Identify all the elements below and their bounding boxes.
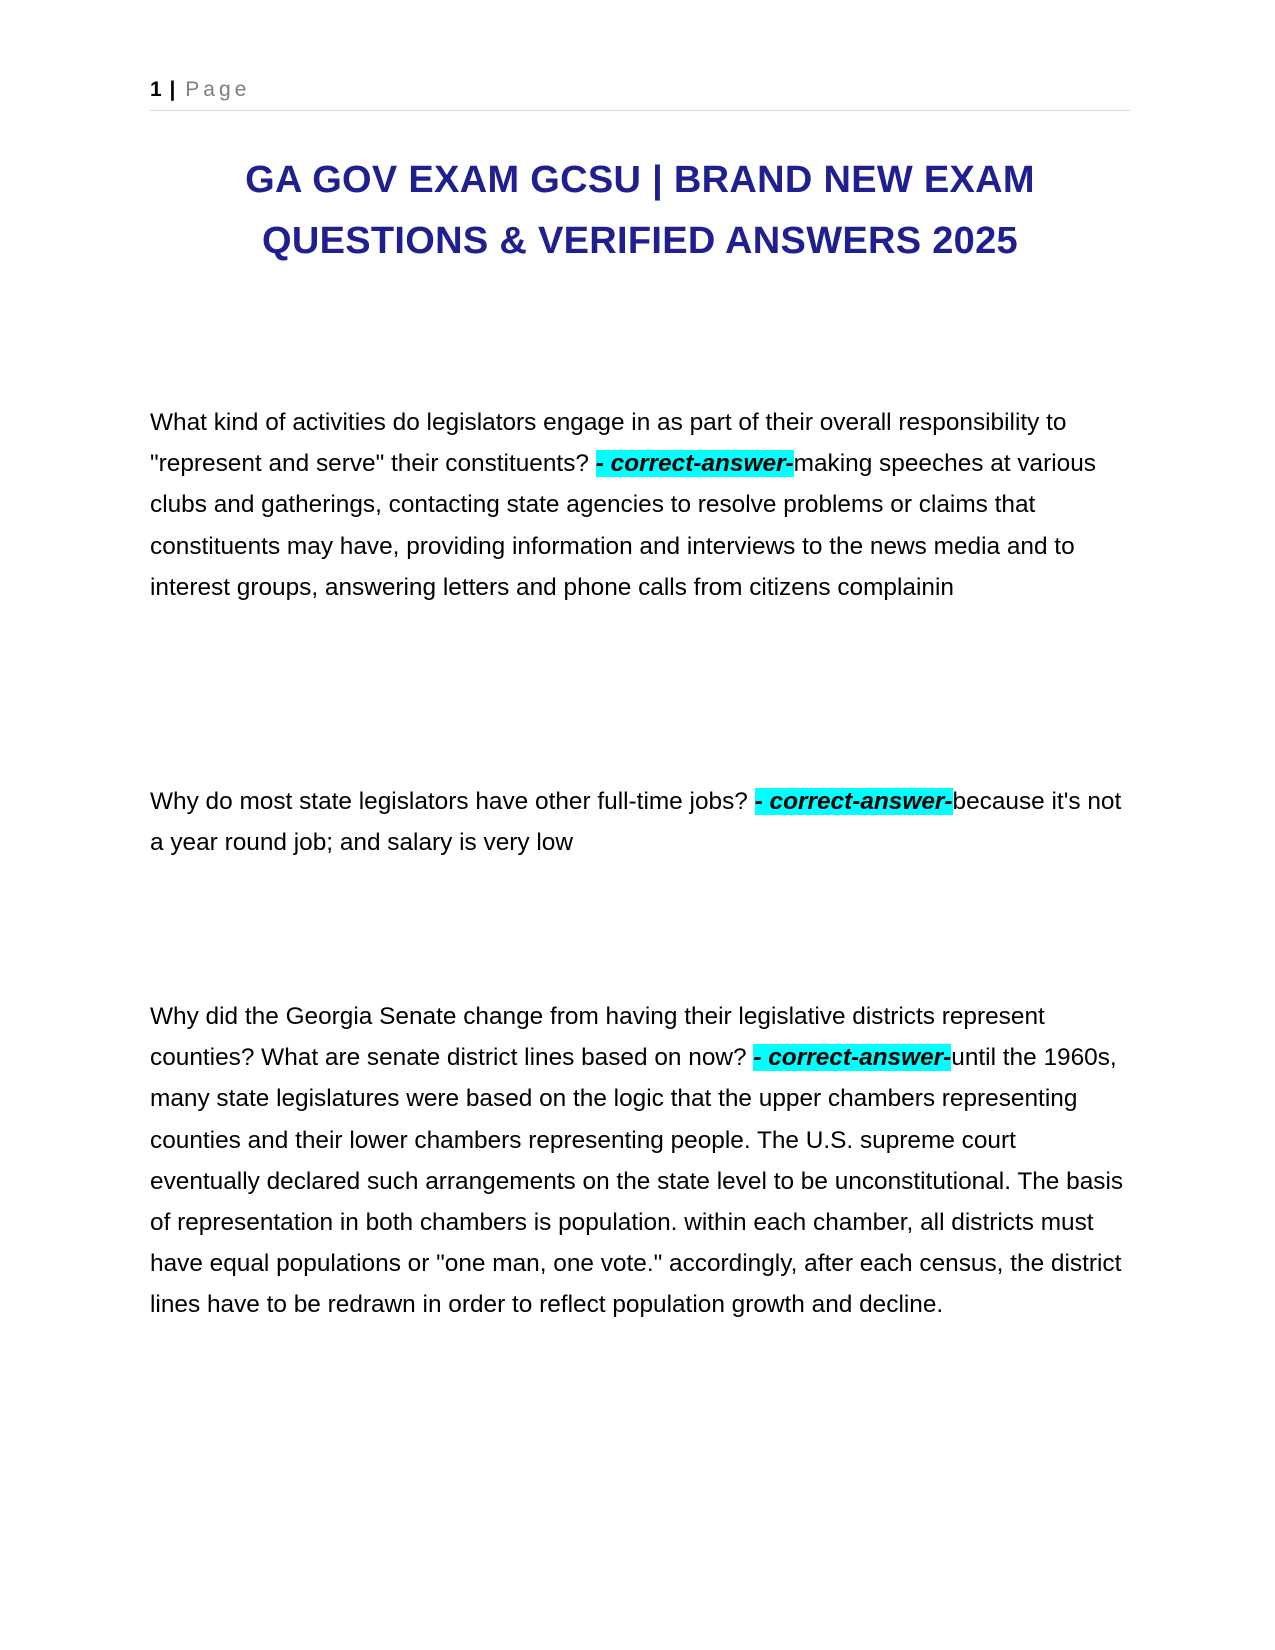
answer-text: until the 1960s, many state legislatures were based on the logic that the upper chambers representing counties and their lower chambers representing people. The U.S. supreme court eventually declared such arrangements on the state level to be unconstitutional. The basis of representation in both chambers is population. within each chamber, all districts must have equal populations or "one man, one vote." accordingly, after each census, the district lines have to be redrawn in order to reflect population growth and decline. — [150, 1044, 1124, 1319]
question-text: Why did the Georgia Senate change from having their legislative districts represent counties? What are senate district lines based on now? — [150, 1003, 1045, 1072]
page-header — [150, 78, 1130, 111]
question-text: Why do most state legislators have other full-time jobs? — [150, 788, 755, 815]
answer-marker: - correct-answer- — [753, 1044, 952, 1072]
answer-text: making speeches at various clubs and gatherings, contacting state agencies to resolve problems or claims that constituents may have, providing information and interviews to the news media and to interest groups, answering letters and phone calls from citizens complainin — [150, 450, 1096, 601]
page-number: 1 — [150, 78, 162, 101]
qa-item — [150, 402, 1130, 608]
page-label: Page — [185, 78, 251, 101]
answer-marker: - correct-answer- — [754, 788, 953, 815]
qa-item — [150, 781, 1130, 863]
question-text: What kind of activities do legislators engage in as part of their overall responsibility to "represent and serve" their constituents? — [150, 409, 1067, 478]
page-header-separator: | — [169, 78, 176, 101]
document-title: GA GOV EXAM GCSU | BRAND NEW EXAM QUESTIONS & VERIFIED ANSWERS 2025 — [245, 159, 1035, 262]
answer-text: because it's not a year round job; and salary is very low — [150, 788, 1122, 857]
qa-item — [150, 996, 1130, 1326]
answer-marker: - correct-answer- — [595, 450, 794, 478]
